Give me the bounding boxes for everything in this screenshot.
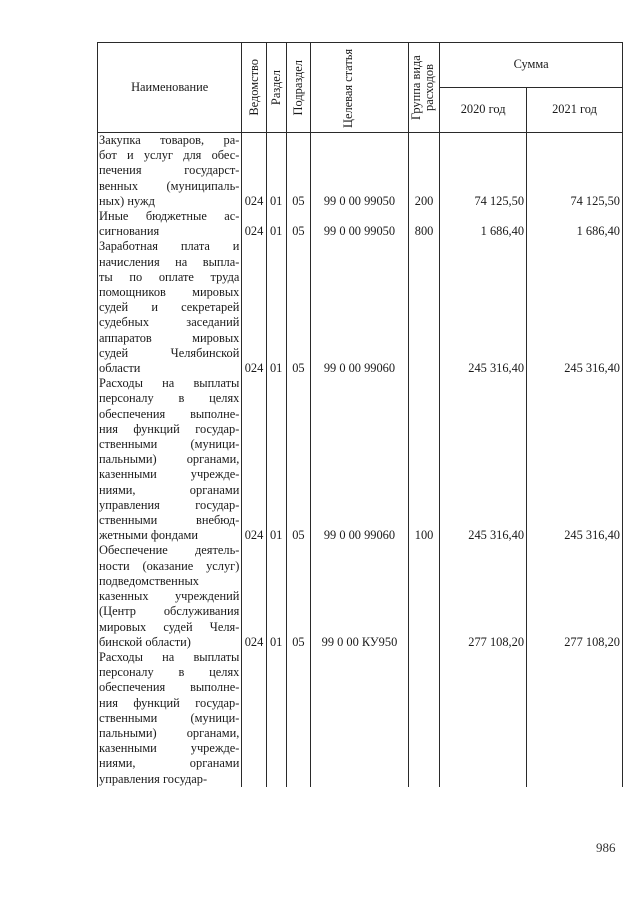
row-name-line: Закупка товаров, ра-: [99, 133, 240, 147]
row-target: 99 0 00 99050: [311, 209, 409, 239]
row-name-line: судей и секретарей: [99, 300, 240, 315]
row-subsection: 05: [286, 133, 310, 210]
row-sum-2021: 74 125,50: [527, 133, 623, 210]
row-name-line: ных) нужд: [99, 193, 155, 208]
row-section: 01: [266, 376, 286, 543]
row-name: [98, 133, 242, 210]
row-subsection: 05: [286, 376, 310, 543]
row-name-line: ственными внебюд-: [99, 513, 240, 528]
col-header-sum: Сумма: [440, 43, 623, 88]
row-subsection: [286, 650, 310, 787]
row-section: 01: [266, 133, 286, 210]
row-name: [98, 650, 242, 787]
row-target: [311, 650, 409, 787]
row-name-line: управления государ-: [99, 497, 240, 512]
row-name-line: казенными учрежде-: [99, 467, 240, 482]
row-sum-2021: 1 686,40: [527, 209, 623, 239]
row-name-line: Расходы на выплаты: [99, 649, 240, 664]
row-name-line: Заработная плата и: [99, 239, 240, 254]
col-header-section-label: Раздел: [269, 69, 284, 106]
row-name-line: обеспечения выполне-: [99, 680, 240, 695]
col-header-section: [266, 43, 286, 133]
row-name: [98, 543, 242, 649]
row-target: 99 0 00 99060: [311, 376, 409, 543]
row-name-line: ния функций государ-: [99, 421, 240, 436]
col-header-year-2020: 2020 год: [440, 88, 527, 133]
row-name-line: управления государ-: [99, 771, 208, 786]
row-name-line: ственными (муници-: [99, 437, 240, 452]
row-name-line: помощников мировых: [99, 285, 240, 300]
row-sum-2020: 1 686,40: [440, 209, 527, 239]
row-name-line: судей Челябинской: [99, 345, 240, 360]
row-name-line: казенными учрежде-: [99, 741, 240, 756]
table-row: [98, 376, 623, 543]
col-header-subsection-label: Подраздел: [291, 59, 306, 116]
row-dept: 024: [242, 209, 266, 239]
row-name: [98, 376, 242, 543]
row-name-line: персоналу в целях: [99, 665, 240, 680]
row-section: [266, 650, 286, 787]
row-target: 99 0 00 КУ950: [311, 543, 409, 649]
row-section: 01: [266, 239, 286, 376]
row-subsection: 05: [286, 209, 310, 239]
row-name-line: бинской области): [99, 634, 191, 649]
row-sum-2020: 245 316,40: [440, 376, 527, 543]
row-name-line: персоналу в целях: [99, 391, 240, 406]
row-name-line: пальными) органами,: [99, 725, 240, 740]
row-name-line: ности (оказание услуг): [99, 558, 240, 573]
row-name-line: ственными (муници-: [99, 710, 240, 725]
row-section: 01: [266, 209, 286, 239]
row-name-line: жетными фондами: [99, 528, 198, 543]
row-sum-2021: 245 316,40: [527, 376, 623, 543]
row-dept: 024: [242, 239, 266, 376]
row-target: 99 0 00 99060: [311, 239, 409, 376]
table-row: [98, 543, 623, 649]
row-sum-2020: [440, 650, 527, 787]
row-name-line: ниями, органами: [99, 482, 240, 497]
row-sum-2020: 74 125,50: [440, 133, 527, 210]
col-header-target: [311, 43, 409, 133]
row-name-line: бот и услуг для обес-: [99, 148, 240, 163]
row-sum-2020: 245 316,40: [440, 239, 527, 376]
row-name: [98, 239, 242, 376]
row-expense-group: 800: [408, 209, 439, 239]
row-name-line: аппаратов мировых: [99, 330, 240, 345]
col-header-expense-group-label: Группа вида расходов: [409, 55, 437, 120]
table-row: [98, 133, 623, 210]
page-number: 986: [596, 840, 616, 855]
row-name-line: ниями, органами: [99, 756, 240, 771]
row-expense-group: [408, 239, 439, 376]
row-expense-group: 200: [408, 133, 439, 210]
row-name-line: (Центр обслуживания: [99, 604, 240, 619]
row-name-line: Обеспечение деятель-: [99, 543, 240, 558]
row-name-line: начисления на выпла-: [99, 254, 240, 269]
row-dept: 024: [242, 133, 266, 210]
row-target: 99 0 00 99050: [311, 133, 409, 210]
row-name-line: Расходы на выплаты: [99, 376, 240, 391]
row-name-line: ты по оплате труда: [99, 269, 240, 284]
row-name-line: судебных заседаний: [99, 315, 240, 330]
col-header-target-label: Целевая статья: [341, 47, 356, 128]
row-sum-2021: 245 316,40: [527, 239, 623, 376]
row-subsection: 05: [286, 239, 310, 376]
col-header-expense-group: [408, 43, 439, 133]
row-name-line: обеспечения выполне-: [99, 406, 240, 421]
row-name-line: области: [99, 361, 141, 376]
row-name-line: мировых судей Челя-: [99, 619, 240, 634]
table-row: [98, 209, 623, 239]
row-sum-2020: 277 108,20: [440, 543, 527, 649]
col-header-subsection: [286, 43, 310, 133]
col-header-dept: [242, 43, 266, 133]
table-body: [98, 133, 623, 787]
row-sum-2021: 277 108,20: [527, 543, 623, 649]
row-dept: 024: [242, 543, 266, 649]
row-subsection: 05: [286, 543, 310, 649]
row-section: 01: [266, 543, 286, 649]
row-dept: [242, 650, 266, 787]
col-header-dept-label: Ведомство: [246, 59, 261, 116]
row-name-line: Иные бюджетные ас-: [99, 209, 240, 224]
row-name-line: подведомственных: [99, 573, 199, 588]
row-sum-2021: [527, 650, 623, 787]
row-name-line: казенных учреждений: [99, 589, 240, 604]
row-expense-group: 100: [408, 376, 439, 543]
row-name-line: печения государст-: [99, 163, 240, 178]
table-row: [98, 239, 623, 376]
row-expense-group: [408, 543, 439, 649]
table-row: [98, 650, 623, 787]
row-name-line: ния функций государ-: [99, 695, 240, 710]
row-name-line: пальными) органами,: [99, 452, 240, 467]
budget-table: [97, 42, 623, 787]
col-header-year-2021: 2021 год: [527, 88, 623, 133]
col-header-name: Наименование: [98, 43, 242, 133]
row-name: [98, 209, 242, 239]
row-dept: 024: [242, 376, 266, 543]
row-expense-group: [408, 650, 439, 787]
row-name-line: венных (муниципаль-: [99, 178, 240, 193]
header-row-top: [98, 43, 623, 88]
row-name-line: сигнования: [99, 224, 160, 239]
